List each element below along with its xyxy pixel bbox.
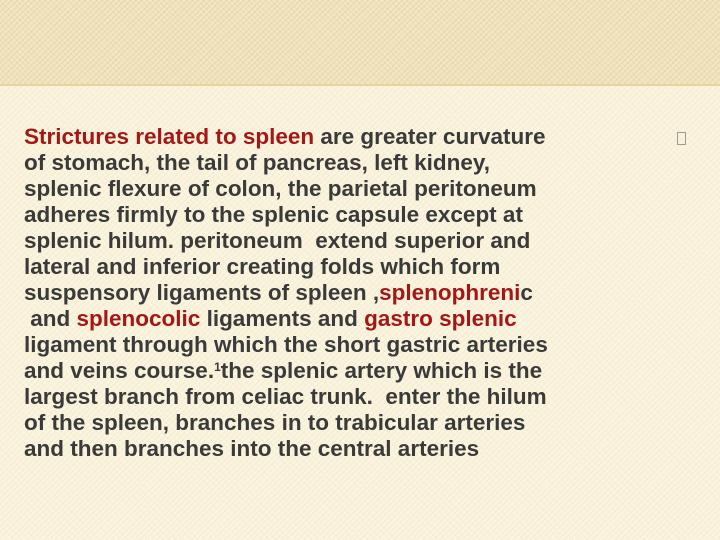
- body-segment: ligaments and: [200, 306, 365, 331]
- body-segment: ligament through which the short gastric arteries and veins course.: [24, 332, 548, 383]
- slide-body-text: [24, 124, 664, 462]
- body-segment: Strictures related to spleen: [24, 124, 315, 149]
- header-divider: [0, 84, 720, 86]
- body-segment: the splenic artery which is the largest branch from celiac trunk. enter the hilum of the spleen, branches in to trabicular arteries and then branches into the central arteries: [24, 358, 547, 461]
- body-segment: are greater curvature of stomach, the tail of pancreas, left kidney, splenic flexure of colon, the parietal peritoneum adheres firmly to the splenic capsule except at splenic hilum. peritoneum extend superior and lateral and inferior creating folds which form suspensory ligaments of spleen ,: [24, 124, 546, 305]
- body-segment: splenocolic: [76, 306, 201, 331]
- body-segment: gastro splenic: [364, 306, 517, 331]
- reference-superscript: 1: [214, 360, 221, 374]
- body-segment: c and: [30, 280, 533, 331]
- hollow-square-bullet-icon: [677, 132, 686, 145]
- body-segment: splenophreni: [379, 280, 521, 305]
- header-band: [0, 0, 720, 86]
